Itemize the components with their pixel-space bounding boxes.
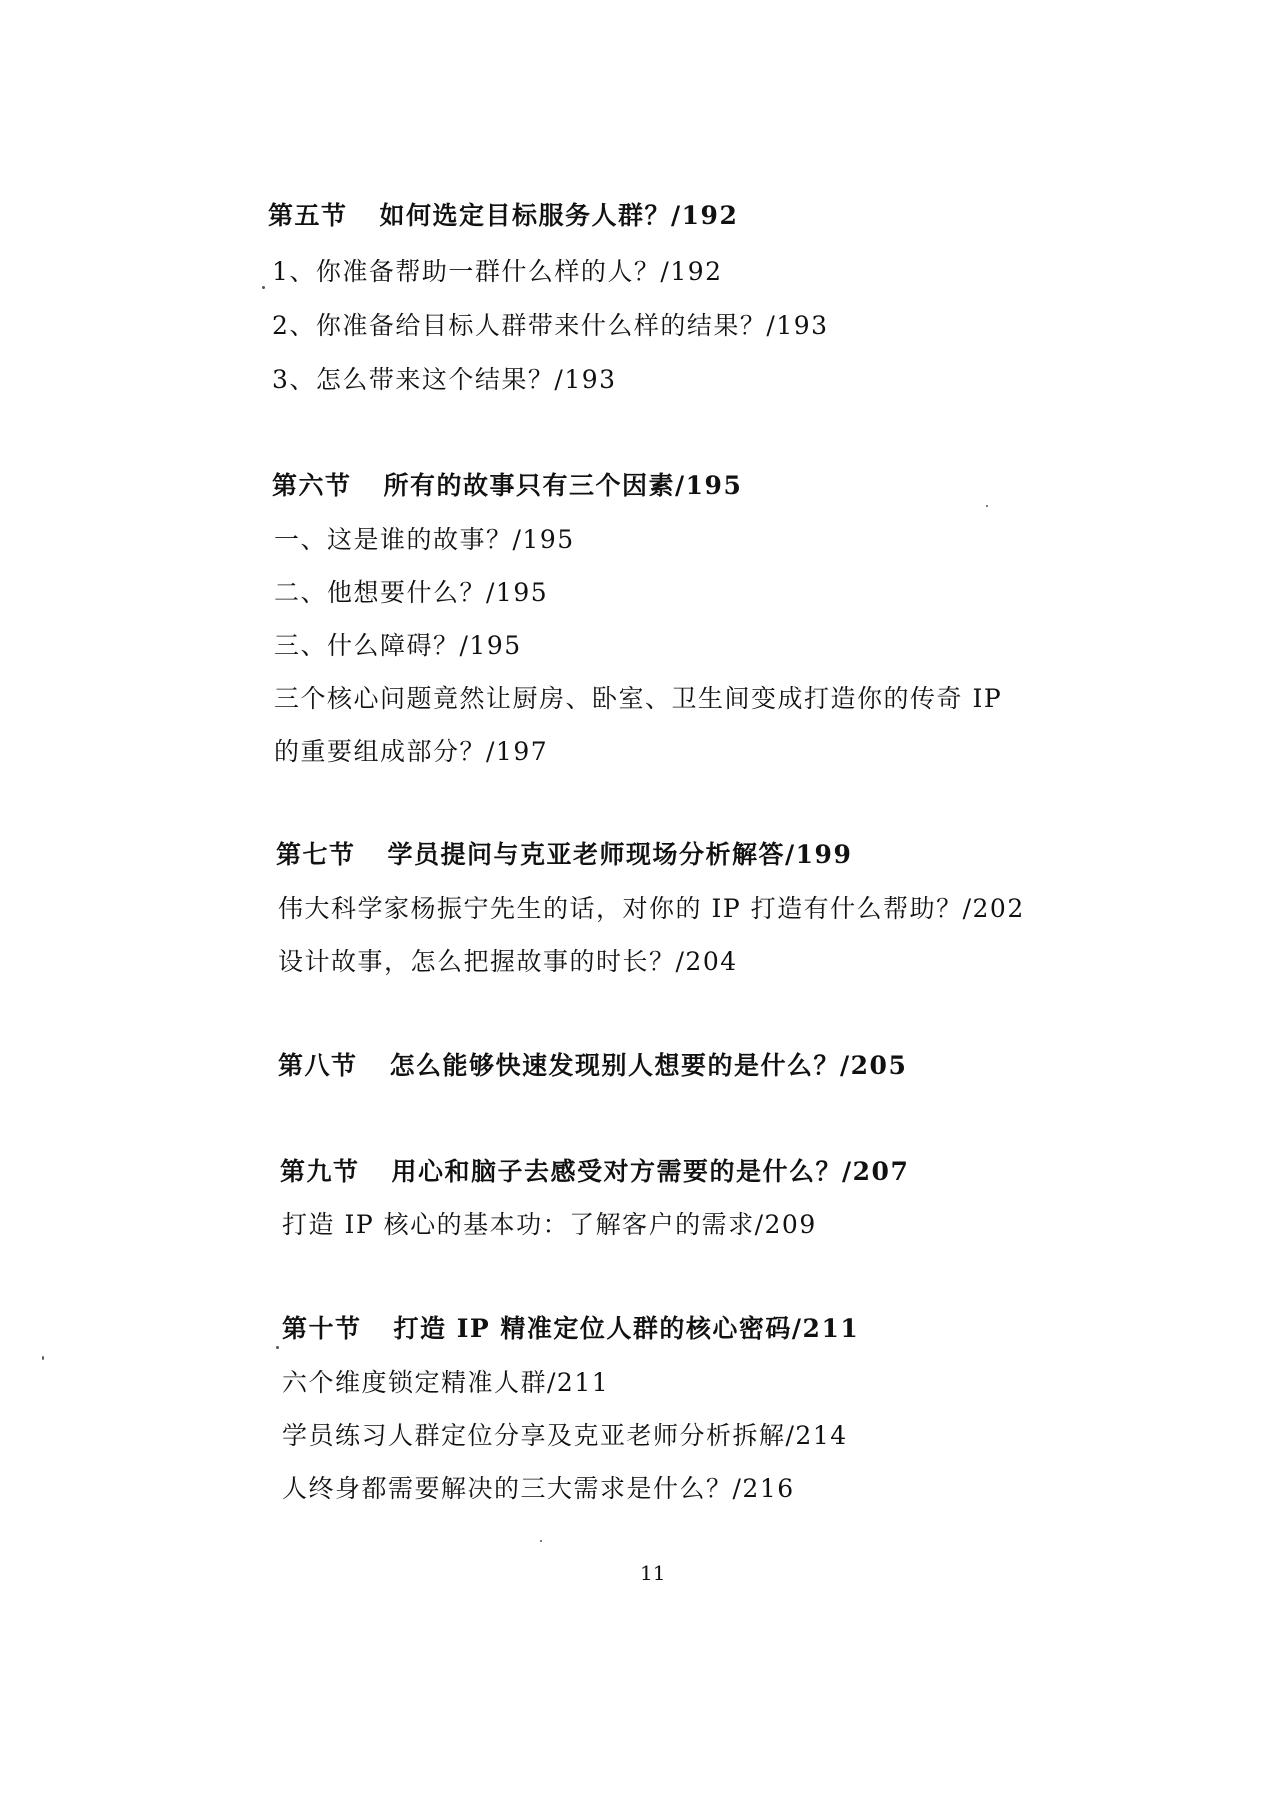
section-title: 如何选定目标服务人群？/192 [379,201,739,230]
toc-item: 一、这是谁的故事？/195 [274,525,575,554]
scan-speck [276,1346,279,1349]
toc-item: 3、怎么带来这个结果？/193 [272,365,617,394]
section-number: 第七节 [276,840,356,869]
toc-item: 打造 IP 核心的基本功：了解客户的需求/209 [282,1210,817,1239]
section-heading-8 [278,1050,907,1082]
section-title: 怎么能够快速发现别人想要的是什么？/205 [389,1051,908,1080]
section-heading-6 [272,470,742,502]
section-number: 第六节 [272,471,352,500]
section-heading-9 [280,1156,909,1188]
toc-item: 三个核心问题竟然让厨房、卧室、卫生间变成打造你的传奇 IP [274,684,1003,713]
toc-item: 设计故事，怎么把握故事的时长？/204 [278,947,738,976]
scan-speck [42,1356,44,1360]
section-heading-7 [276,839,852,871]
toc-item: 六个维度锁定精准人群/211 [282,1368,610,1397]
toc-item: 二、他想要什么？/195 [274,578,549,607]
section-heading-10 [282,1313,859,1345]
toc-item: 2、你准备给目标人群带来什么样的结果？/193 [272,311,829,340]
section-number: 第九节 [280,1157,360,1186]
scan-speck [986,505,988,507]
section-title: 学员提问与克亚老师现场分析解答/199 [387,840,853,869]
section-number: 第五节 [268,201,348,230]
section-number: 第八节 [278,1051,358,1080]
scan-speck [262,286,265,289]
section-number: 第十节 [282,1314,362,1343]
toc-item: 人终身都需要解决的三大需求是什么？/216 [282,1474,795,1503]
toc-item: 1、你准备帮助一群什么样的人？/192 [272,257,723,286]
toc-item: 的重要组成部分？/197 [274,737,549,766]
section-title: 所有的故事只有三个因素/195 [383,471,743,500]
toc-item: 三、什么障碍？/195 [274,631,522,660]
section-title: 用心和脑子去感受对方需要的是什么？/207 [391,1157,910,1186]
toc-item: 学员练习人群定位分享及克亚老师分析拆解/214 [282,1421,848,1450]
section-heading-5 [268,200,738,232]
scan-speck [540,1540,542,1542]
page-number: 11 [640,1561,666,1585]
section-title: 打造 IP 精准定位人群的核心密码/211 [393,1314,860,1343]
toc-item: 伟大科学家杨振宁先生的话，对你的 IP 打造有什么帮助？/202 [278,894,1025,923]
